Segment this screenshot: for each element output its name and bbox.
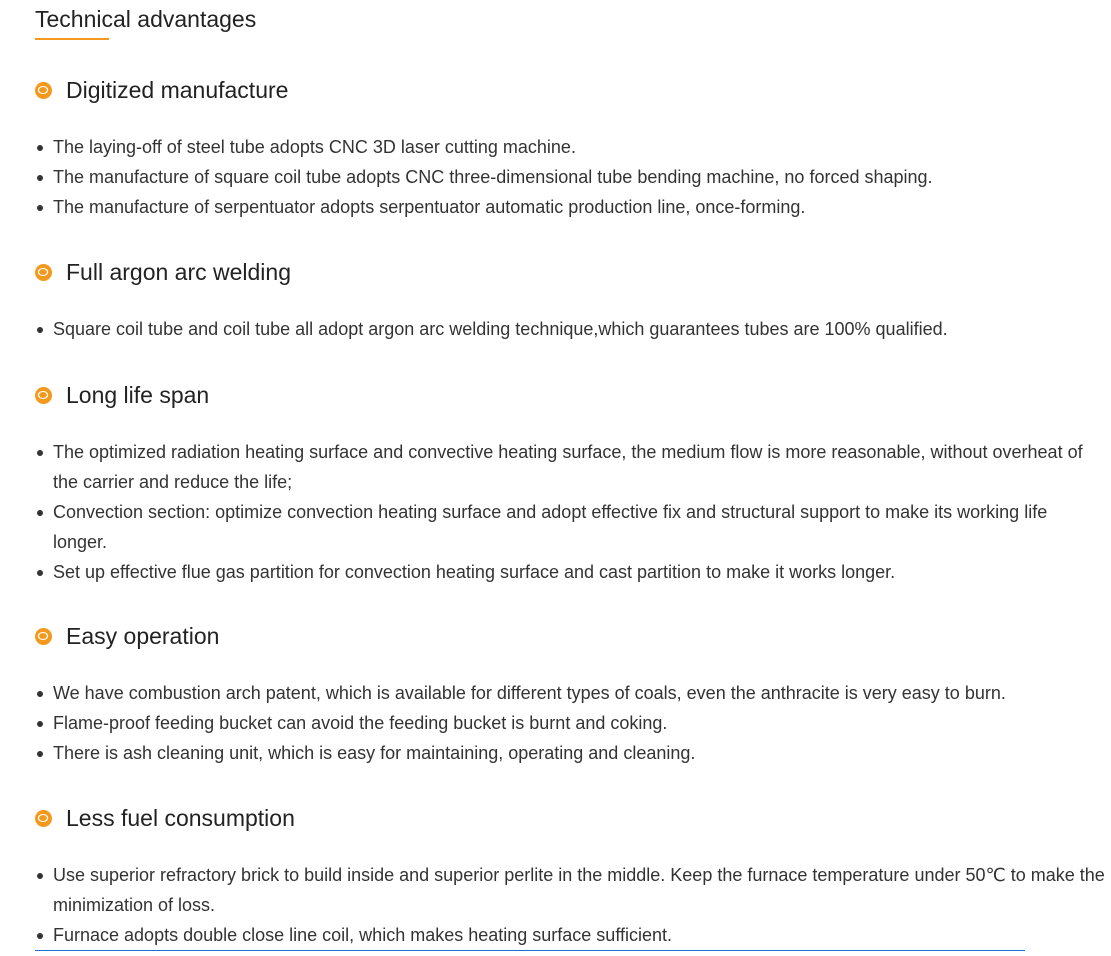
bullet-list (35, 437, 1105, 587)
bullet-list (35, 314, 1105, 344)
list-item: We have combustion arch patent, which is available for different types of coals, even the anthracite is very easy to burn. (35, 678, 1105, 708)
list-item: Set up effective flue gas partition for convection heating surface and cast partition to make it works longer. (35, 557, 1105, 587)
section-digitized-manufacture (35, 75, 1105, 217)
title-underline (35, 38, 109, 40)
section-heading (35, 380, 1105, 410)
list-item: The manufacture of square coil tube adopts CNC three-dimensional tube bending machine, no forced shaping. (35, 162, 1105, 192)
section-heading-text: Easy operation (66, 623, 220, 649)
section-heading-text: Full argon arc welding (66, 259, 292, 285)
orange-circle-icon (35, 387, 52, 404)
list-item: Square coil tube and coil tube all adopt argon arc welding technique,which guarantees tubes are 100% qualified. (35, 314, 1105, 344)
list-item: Furnace adopts double close line coil, which makes heating surface sufficient. (35, 920, 1105, 950)
section-long-life-span (35, 380, 1105, 582)
list-item: The laying-off of steel tube adopts CNC 3D laser cutting machine. (35, 132, 1105, 162)
bullet-list (35, 678, 1105, 768)
section-heading-text: Long life span (66, 382, 210, 408)
section-less-fuel-consumption (35, 803, 1105, 945)
list-item: Use superior refractory brick to build inside and superior perlite in the middle. Keep the furnace temperature under 50℃ to make the minimization of loss. (35, 860, 1105, 920)
section-heading (35, 257, 1105, 287)
page-title: Technical advantages (35, 6, 257, 32)
orange-circle-icon (35, 82, 52, 99)
bullet-list (35, 860, 1105, 950)
orange-circle-icon (35, 628, 52, 645)
orange-circle-icon (35, 810, 52, 827)
list-item: Convection section: optimize convection heating surface and adopt effective fix and structural support to make its working life longer. (35, 497, 1105, 557)
orange-circle-icon (35, 264, 52, 281)
section-full-argon-arc-welding (35, 257, 1105, 339)
list-item: The manufacture of serpentuator adopts serpentuator automatic production line, once-forming. (35, 192, 1105, 222)
bullet-list (35, 132, 1105, 222)
section-easy-operation (35, 621, 1105, 763)
list-item: There is ash cleaning unit, which is easy for maintaining, operating and cleaning. (35, 738, 1105, 768)
section-heading-text: Less fuel consumption (66, 805, 295, 831)
section-heading (35, 75, 1105, 105)
section-heading-text: Digitized manufacture (66, 77, 289, 103)
list-item: Flame-proof feeding bucket can avoid the feeding bucket is burnt and coking. (35, 708, 1105, 738)
bottom-divider (35, 950, 1025, 951)
section-heading (35, 621, 1105, 651)
section-heading (35, 803, 1105, 833)
list-item: The optimized radiation heating surface and convective heating surface, the medium flow is more reasonable, without overheat of the carrier and reduce the life; (35, 437, 1105, 497)
